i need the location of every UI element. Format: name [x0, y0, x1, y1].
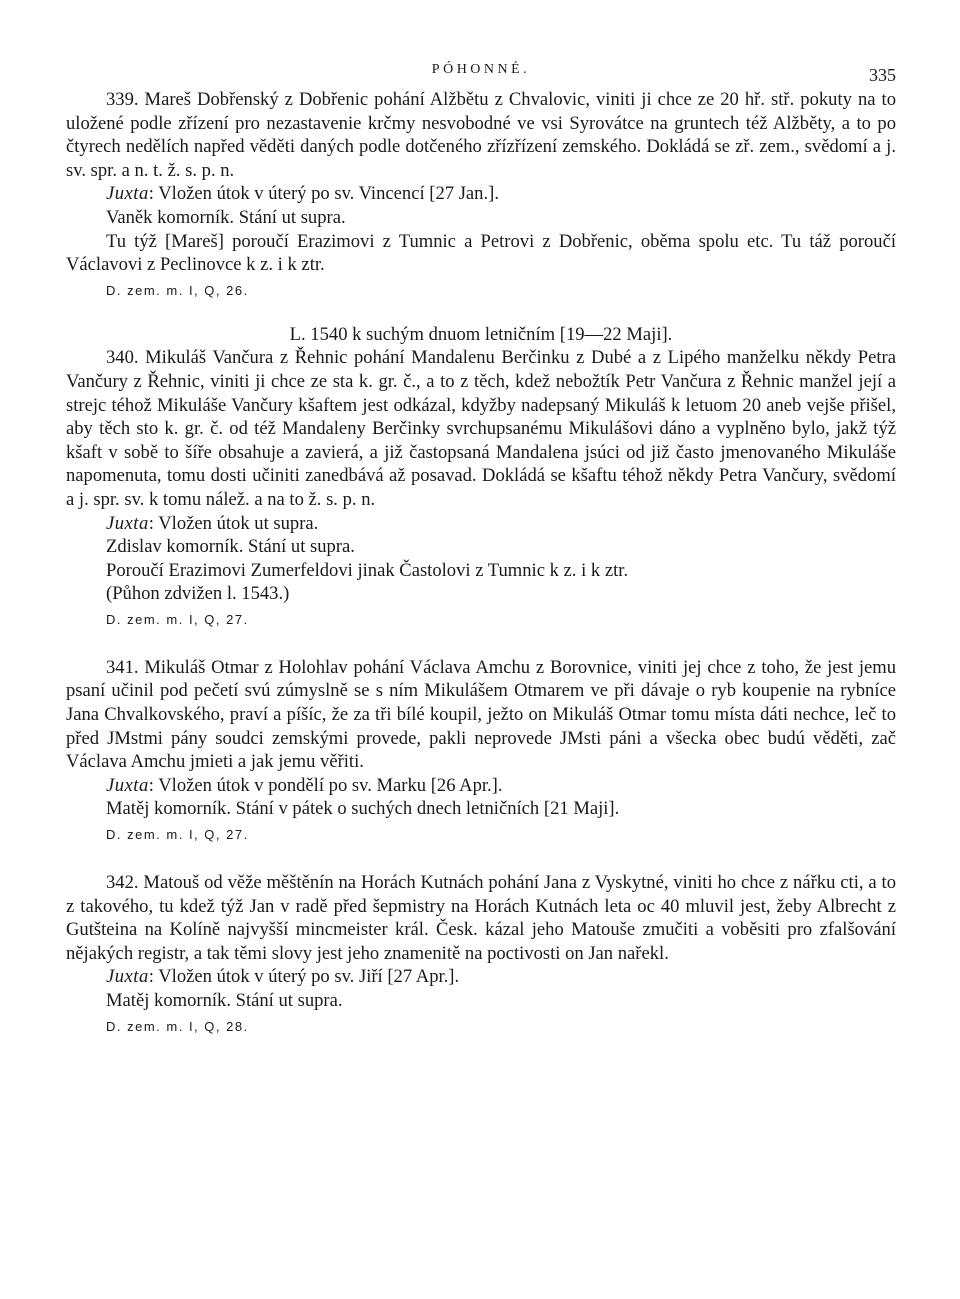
section-heading: L. 1540 k suchým dnuom letničním [19—22 Maji]. — [289, 323, 673, 345]
entry-text: 341. Mikuláš Otmar z Holohlav pohání Václava Amchu z Borovnice, viniti jej chce z toho, že jest jemu psaní učinil pod pečetí svú zúmyslně se s ním Mikulášem Otmarem ve při dávaje o ryb koupenie na rybníce Jana Chvalkovského, praví a píšíc, že za tři bílé koupil, ježto on Mikuláš Otmar tomu místa dáti nechce, leč to před JMstmi pány soudci zemskými provede, pakli neprovede JMsti páni a všecka obec budú věděti, zač Václava Amchu jmieti a jak jemu věřiti. — [66, 656, 896, 773]
spacer — [66, 630, 896, 656]
juxta-label: Juxta — [106, 774, 149, 796]
source-reference: D. zem. m. I, Q, 27. — [106, 611, 249, 627]
komornik-line: Matěj komorník. Stání ut supra. — [106, 990, 343, 1011]
juxta-label: Juxta — [106, 966, 149, 988]
komornik-line: Matěj komorník. Stání v pátek o suchých dnech letničních [21 Maji]. — [106, 798, 620, 820]
running-title: PÓHONNÉ. — [431, 62, 531, 77]
juxta-label: Juxta — [106, 512, 149, 534]
juxta-line — [66, 182, 896, 206]
spacer — [66, 845, 896, 871]
entry-339 — [66, 88, 896, 301]
juxta-line — [66, 965, 896, 989]
juxta-label: Juxta — [106, 183, 149, 205]
juxta-line — [66, 512, 896, 536]
juxta-text: : Vložen útok v úterý po sv. Vincencí [27 Jan.]. — [148, 183, 499, 205]
note-line: (Půhon zdvižen l. 1543.) — [106, 583, 290, 605]
entry-text: 340. Mikuláš Vančura z Řehnic pohání Mandalenu Berčinku z Dubé a z Lipého manželku někdy Petra Vančury z Řehnic, viniti ji chce ze sta k. gr. č., a to z těch, kdež nebožtík Petr Vančura z Řehnic manžel její a strejc téhož Mikuláše Vančury kšaftem jest odkázal, kdyžby nadepsaný Mikuláš k letuom 20 aneb vejše přišel, aby těch sto k. gr. č. od též Mandaleny Berčinky svrchupsanému Mikulášovi dáno a vyplněno bylo, jakž týž kšaft v sobě to šíře obsahuje a zavierá, a již častopsaná Mandalena jsúci od již často jmenovaného Mikuláše napomenuta, tomu dosti učiniti zanedbává až posavad. Dokládá se kšaftu téhož někdy Petra Vančury, svědomí a j. spr. sv. k tomu nálež. a na to ž. s. p. n. — [66, 347, 896, 510]
entry-text: 342. Matouš od věže měštěnín na Horách Kutnách pohání Jana z Vyskytné, viniti ho chce z nářku cti, a to z takového, tu kdež týž Jan v radě před šepmistry na Horách Kutnách leta oc 40 mluvil jest, žeby Albrecht z Gutšteina na Kolíně najvyšší mincmeister král. Česk. kázal jeho Matouše zmučiti a voběsiti pro zfalšování nějakých registr, a tak těmi slovy jest jeho znamenitě na poctivosti on Jan nařekl. — [66, 872, 896, 964]
komornik-line: Vaněk komorník. Stání ut supra. — [106, 206, 346, 228]
komornik-line: Zdislav komorník. Stání ut supra. — [106, 536, 355, 558]
porouci-line: Tu týž [Mareš] poroučí Erazimovi z Tumnic a Petrovi z Dobřenic, oběma spolu etc. Tu táž poroučí Václavovi z Peclinovce k z. i k ztr. — [66, 230, 896, 276]
page-number: 335 — [869, 65, 896, 85]
juxta-line — [66, 774, 896, 798]
source-reference: D. zem. m. I, Q, 26. — [106, 282, 249, 298]
entry-340 — [66, 346, 896, 630]
juxta-text: : Vložen útok ut supra. — [148, 512, 319, 534]
juxta-text: : Vložen útok v úterý po sv. Jiří [27 Apr.]. — [148, 966, 460, 988]
entry-341 — [66, 656, 896, 845]
running-header — [66, 58, 896, 88]
entry-342 — [66, 871, 896, 1037]
porouci-line: Poroučí Erazimovi Zumerfeldovi jinak Častolovi z Tumnic k z. i k ztr. — [106, 559, 629, 581]
source-reference: D. zem. m. I, Q, 27. — [106, 827, 249, 843]
entry-text: 339. Mareš Dobřenský z Dobřenic pohání Alžbětu z Chvalovic, viniti ji chce ze 20 hř. stř. pokuty na to uložené podle zřízení pro nezastavenie krčmy nesvobodné ve vsi Syrovátce na gruntech též Alžběty, a to po čtyrech nedělích napřed věděti daných podle dotčeného zřízřízení zemského. Dokládá se zř. zem., svědomí a j. sv. spr. a n. t. ž. s. p. n. — [66, 89, 896, 181]
juxta-text: : Vložen útok v pondělí po sv. Marku [26 Apr.]. — [148, 774, 503, 796]
source-reference: D. zem. m. I, Q, 28. — [106, 1018, 249, 1034]
